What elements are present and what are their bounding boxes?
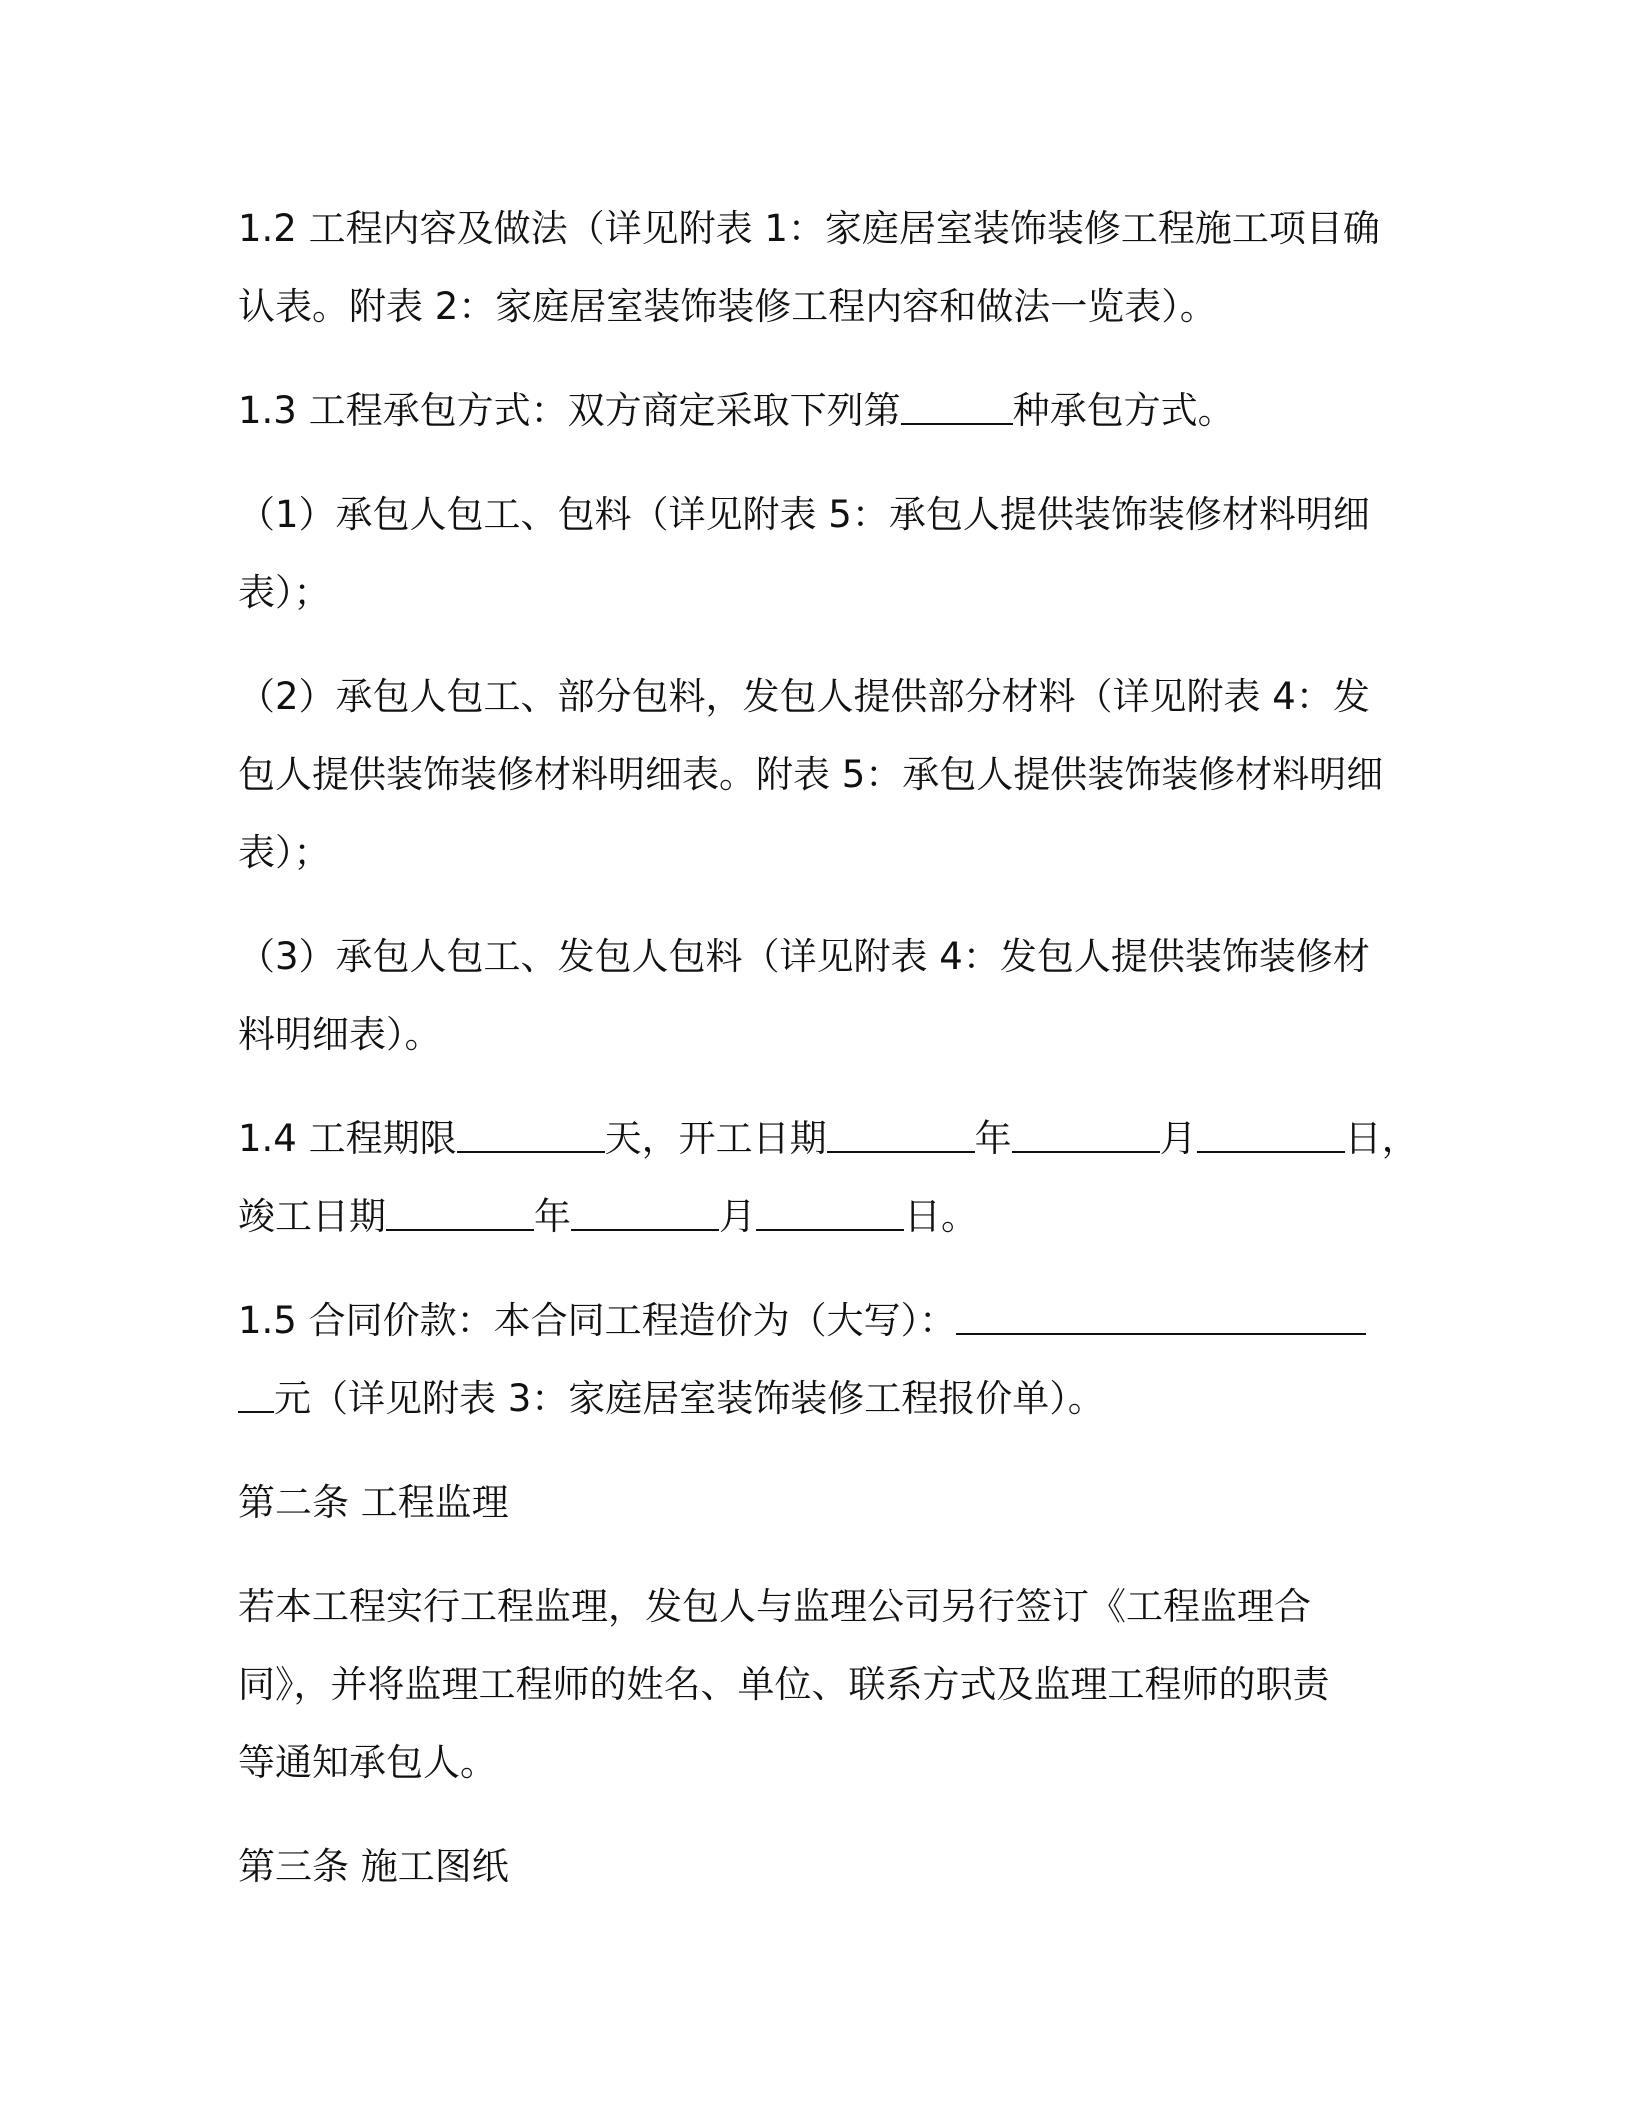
text-line: 同》，并将监理工程师的姓名、单位、联系方式及监理工程师的职责 [238,1663,1330,1706]
text-line: 表）； [238,831,331,874]
text-line: 认表。附表 2：家庭居室装饰装修工程内容和做法一览表）。 [238,285,1217,328]
end-month-blank [571,1195,719,1231]
start-year-blank [827,1117,975,1153]
text-line: 若本工程实行工程监理，发包人与监理公司另行签订《工程监理合 [238,1585,1311,1628]
contract-mode-blank [901,389,1013,425]
end-date-label: 竣工日期 [238,1195,386,1238]
clause-1-3 [238,372,1413,450]
section-heading: 第二条 工程监理 [238,1481,509,1524]
price-amount-blank [956,1299,1366,1335]
article-3-title [238,1828,1413,1906]
text-line: 等通知承包人。 [238,1741,497,1784]
article-2-title [238,1464,1413,1542]
year-label: 年 [534,1195,571,1238]
clause-1-3-suffix: 种承包方式。 [1012,389,1235,432]
text-line [238,372,1413,450]
option-1 [238,476,1413,632]
text-line: 1.2 工程内容及做法（详见附表 1：家庭居室装饰装修工程施工项目确 [238,207,1380,250]
start-month-blank [1012,1117,1160,1153]
clause-1-2 [238,190,1413,346]
text-line [238,1178,1413,1256]
price-amount-blank-cont [238,1377,274,1413]
price-label: 1.5 合同价款：本合同工程造价为（大写）： [238,1299,957,1342]
month-label: 月 [719,1195,756,1238]
text-line [238,1282,1413,1360]
end-year-blank [386,1195,534,1231]
price-detail: 元（详见附表 3：家庭居室装饰装修工程报价单）。 [274,1377,1105,1420]
clause-1-5 [238,1282,1413,1438]
text-line: 表）； [238,571,331,614]
text-line: 包人提供装饰装修材料明细表。附表 5：承包人提供装饰装修材料明细 [238,753,1384,796]
duration-label: 1.4 工程期限 [238,1117,457,1160]
text-line: （2）承包人包工、部分包料，发包人提供部分材料（详见附表 4：发 [238,675,1370,718]
text-line: （3）承包人包工、发包人包料（详见附表 4：发包人提供装饰装修材 [238,935,1370,978]
text-line: 料明细表）。 [238,1013,442,1056]
section-heading: 第三条 施工图纸 [238,1845,509,1888]
document-page [238,190,1419,1932]
day-label: 日， [1344,1117,1419,1160]
month-label: 月 [1159,1117,1197,1160]
option-2 [238,658,1413,892]
text-line: （1）承包人包工、包料（详见附表 5：承包人提供装饰装修材料明细 [238,493,1370,536]
start-day-blank [1197,1117,1345,1153]
start-date-label: 天，开工日期 [604,1117,827,1160]
option-3 [238,918,1413,1074]
year-label: 年 [974,1117,1012,1160]
duration-days-blank [457,1117,605,1153]
clause-1-3-prefix: 1.3 工程承包方式：双方商定采取下列第 [238,389,901,432]
text-line [238,1360,1413,1438]
text-line [238,1100,1419,1178]
article-2-body [238,1568,1413,1802]
end-day-blank [756,1195,904,1231]
day-label: 日。 [904,1195,978,1238]
clause-1-4 [238,1100,1419,1256]
